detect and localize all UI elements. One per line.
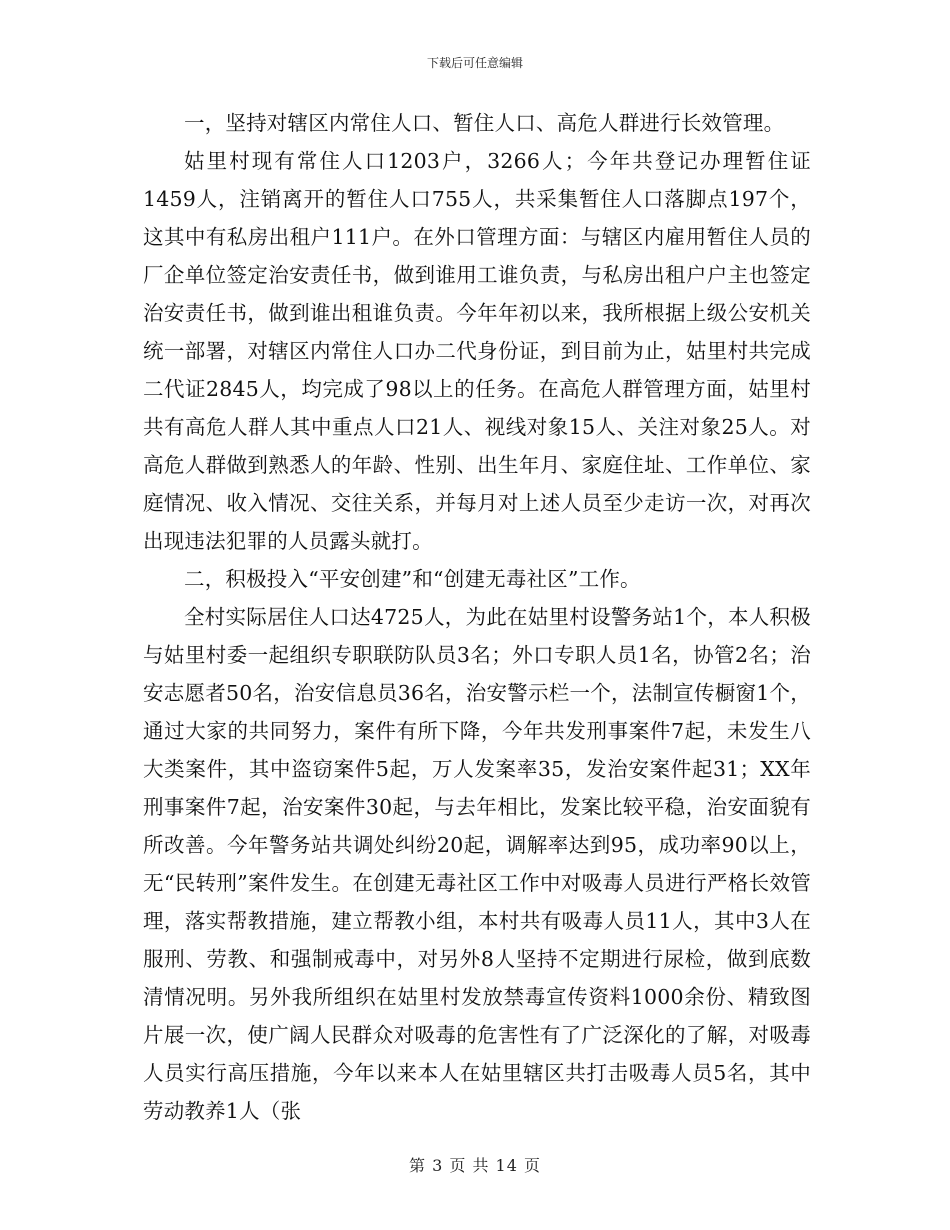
page-header: 下载后可任意编辑 — [426, 56, 523, 70]
paragraph-population-management: 姑里村现有常住人口1203户，3266人；今年共登记办理暂住证1459人，注销离开的暂住人口755人，共采集暂住人口落脚点197个，这其中有私房出租户111户。在外口管理方面：与辖区内雇用暂住人员的厂企单位签定治安责任书，做到谁用工谁负责，与私房出租户户主也签定治安责任书，做到谁出租谁负责。今年年初以来，我所根据上级公安机关统一部署，对辖区内常住人口办二代身份证，到目前为止，姑里村共完成二代证2845人，均完成了98以上的任务。在高危人群管理方面，姑里村共有高危人群人其中重点人口21人、视线对象15人、关注对象25人。对高危人群做到熟悉人的年龄、性别、出生年月、家庭住址、工作单位、家庭情况、收入情况、交往关系，并每月对上述人员至少走访一次，对再次出现违法犯罪的人员露头就打。 — [143, 149, 811, 553]
paragraph-safety-and-drug-free: 全村实际居住人口达4725人，为此在姑里村设警务站1个，本人积极与姑里村委一起组织专职联防队员3名；外口专职人员1名，协管2名；治安志愿者50名，治安信息员36名，治安警示栏一个，法制宣传橱窗1个，通过大家的共同努力，案件有所下降，今年共发刑事案件7起，未发生八大类案件，其中盗窃案件5起，万人发案率35，发治安案件起31；XX年刑事案件7起，治安案件30起，与去年相比，发案比较平稳，治安面貌有所改善。今年警务站共调处纠纷20起，调解率达到95，成功率90以上，无“民转刑”案件发生。在创建无毒社区工作中对吸毒人员进行严格长效管理，落实帮教措施，建立帮教小组，本村共有吸毒人员11人，其中3人在服刑、劳教、和强制戒毒中，对另外8人坚持不定期进行尿检，做到底数清情况明。另外我所组织在姑里村发放禁毒宣传资料1000余份、精致图片展一次，使广阔人民群众对吸毒的危害性有了广泛深化的了解，对吸毒人员实行高压措施，今年以来本人在姑里辖区共打击吸毒人员5名，其中劳动教养1人（张 — [143, 605, 811, 1123]
page-number-footer: 第 3 页 共 14 页 — [409, 1156, 541, 1175]
paragraph-section-2-heading: 二，积极投入“平安创建”和“创建无毒社区”工作。 — [184, 567, 641, 591]
document-body — [143, 104, 811, 1130]
paragraph-section-1-heading: 一，坚持对辖区内常住人口、暂住人口、高危人群进行长效管理。 — [184, 111, 785, 135]
